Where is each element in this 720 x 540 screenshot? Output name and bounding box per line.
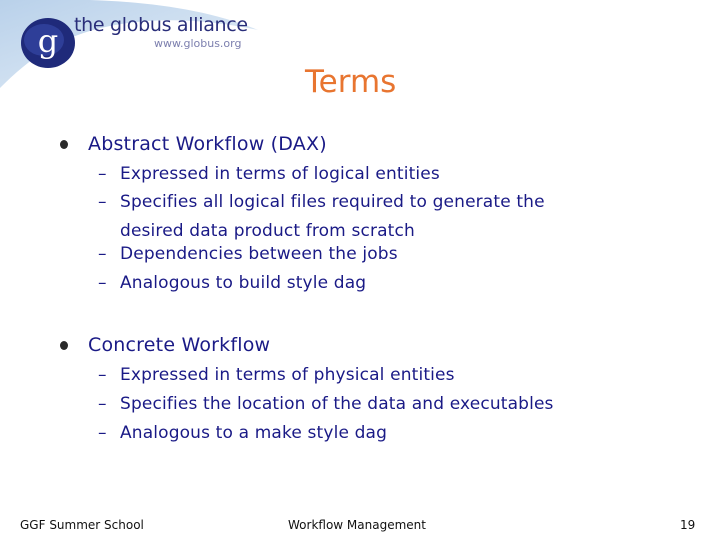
sub-item: [98, 361, 455, 390]
sub-item-text: Dependencies between the jobs: [120, 244, 398, 264]
sub-item-text: Expressed in terms of logical entities: [120, 164, 440, 184]
dash-icon: –: [98, 192, 107, 212]
sub-item-text: Analogous to build style dag: [120, 273, 367, 293]
logo-name: the globus alliance: [74, 14, 248, 36]
sub-item: [98, 390, 554, 419]
logo-url: www.globus.org: [154, 37, 242, 50]
svg-text:g: g: [37, 22, 59, 60]
page-number: 19: [680, 518, 696, 532]
logo: [74, 14, 248, 50]
footer-left: GGF Summer School: [20, 518, 144, 532]
bullet-label: Abstract Workflow (DAX): [88, 133, 327, 155]
sub-item: [98, 269, 366, 298]
sub-item: [98, 419, 387, 448]
sub-item-text: Analogous to a make style dag: [120, 423, 388, 443]
dash-icon: –: [98, 164, 107, 184]
sub-item: [98, 160, 440, 189]
bullet-dot-icon: [60, 140, 68, 149]
sub-item-text: Specifies all logical files required to generate the desired data product from scratch: [120, 192, 545, 241]
bullet-item-concrete-workflow: [60, 334, 270, 356]
sub-item: [98, 188, 545, 246]
dash-icon: –: [98, 365, 107, 385]
footer-center: Workflow Management: [288, 518, 426, 532]
dash-icon: –: [98, 244, 107, 264]
dash-icon: –: [98, 394, 107, 414]
sub-item: [98, 240, 398, 269]
slide-title: Terms: [305, 64, 397, 100]
dash-icon: –: [98, 273, 107, 293]
bullet-label: Concrete Workflow: [88, 334, 271, 356]
sub-item-text: Specifies the location of the data and executables: [120, 394, 554, 414]
globus-g-logo-icon: [21, 18, 75, 68]
sub-item-text: Expressed in terms of physical entities: [120, 365, 455, 385]
bullet-item-abstract-workflow: [60, 133, 327, 155]
bullet-dot-icon: [60, 341, 68, 350]
dash-icon: –: [98, 423, 107, 443]
